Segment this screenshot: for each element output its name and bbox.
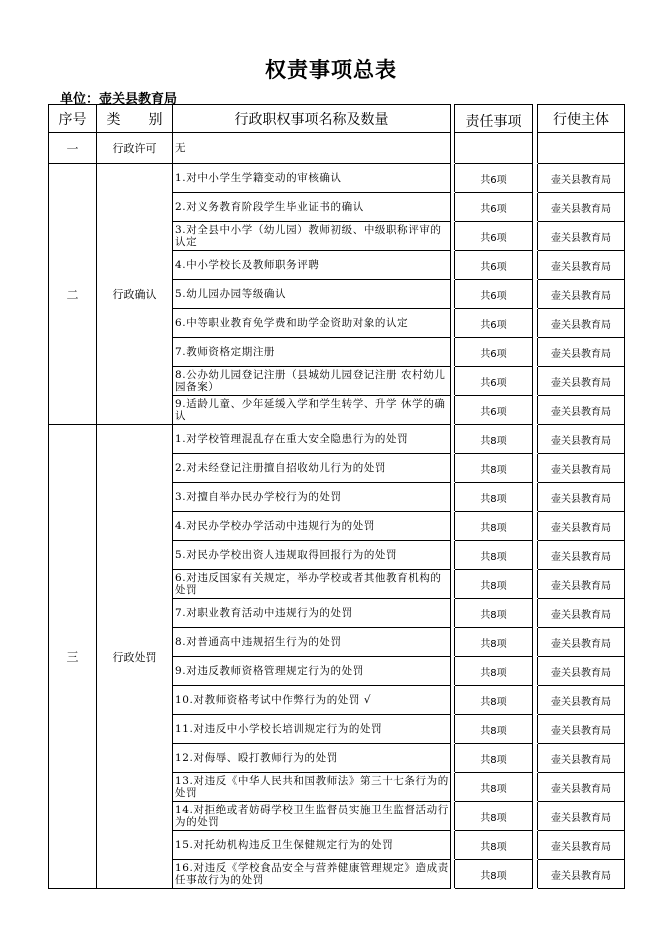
item-body: 壶关县教育局 — [538, 686, 625, 715]
item-count: 共6项 — [455, 164, 533, 193]
item-count: 共8项 — [455, 773, 533, 802]
item-body: 壶关县教育局 — [538, 280, 625, 309]
item-count: 共8项 — [455, 570, 533, 599]
table-row — [49, 164, 625, 193]
item-name: 无 — [173, 133, 451, 164]
item-name: 6.对违反国家有关规定，举办学校或者其他教育机构的处罚 — [173, 570, 451, 599]
item-count: 共8项 — [455, 512, 533, 541]
item-count: 共8项 — [455, 628, 533, 657]
item-count: 共6项 — [455, 222, 533, 251]
item-body: 壶关县教育局 — [538, 802, 625, 831]
item-count: 共8项 — [455, 715, 533, 744]
item-body: 壶关县教育局 — [538, 512, 625, 541]
item-count: 共6项 — [455, 367, 533, 396]
item-name: 1.对中小学生学籍变动的审核确认 — [173, 164, 451, 193]
item-body: 壶关县教育局 — [538, 222, 625, 251]
page-title: 权责事项总表 — [265, 58, 397, 82]
item-body: 壶关县教育局 — [538, 628, 625, 657]
item-body: 壶关县教育局 — [538, 425, 625, 454]
item-body: 壶关县教育局 — [538, 251, 625, 280]
unit-label: 单位：壶关县教育局 — [60, 92, 178, 107]
item-body: 壶关县教育局 — [538, 541, 625, 570]
header-duty: 责任事项 — [455, 105, 533, 133]
item-name: 2.对义务教育阶段学生毕业证书的确认 — [173, 193, 451, 222]
item-body: 壶关县教育局 — [538, 193, 625, 222]
item-name: 6.中等职业教育免学费和助学金资助对象的认定 — [173, 309, 451, 338]
item-count: 共6项 — [455, 251, 533, 280]
item-count: 共8项 — [455, 744, 533, 773]
item-count: 共6项 — [455, 338, 533, 367]
item-count: 共8项 — [455, 860, 533, 889]
item-body: 壶关县教育局 — [538, 570, 625, 599]
item-count: 共6项 — [455, 309, 533, 338]
table-row — [49, 425, 625, 454]
item-name: 7.对职业教育活动中违规行为的处罚 — [173, 599, 451, 628]
item-name: 4.对民办学校办学活动中违规行为的处罚 — [173, 512, 451, 541]
item-name: 1.对学校管理混乱存在重大安全隐患行为的处罚 — [173, 425, 451, 454]
item-name: 3.对擅自举办民办学校行为的处罚 — [173, 483, 451, 512]
item-body: 壶关县教育局 — [538, 396, 625, 425]
duty-table — [48, 104, 625, 889]
item-count: 共6项 — [455, 396, 533, 425]
item-body: 壶关县教育局 — [538, 164, 625, 193]
section-category: 行政确认 — [97, 164, 173, 425]
item-name: 14.对拒绝或者妨碍学校卫生监督员实施卫生监督活动行为的处罚 — [173, 802, 451, 831]
item-body: 壶关县教育局 — [538, 599, 625, 628]
item-body: 壶关县教育局 — [538, 338, 625, 367]
item-body: 壶关县教育局 — [538, 657, 625, 686]
item-name: 11.对违反中小学校长培训规定行为的处罚 — [173, 715, 451, 744]
item-count: 共8项 — [455, 541, 533, 570]
item-body: 壶关县教育局 — [538, 831, 625, 860]
item-name: 13.对违反《中华人民共和国教师法》第三十七条行为的处罚 — [173, 773, 451, 802]
item-body: 壶关县教育局 — [538, 860, 625, 889]
item-body: 壶关县教育局 — [538, 309, 625, 338]
item-count — [455, 133, 533, 164]
item-count: 共8项 — [455, 657, 533, 686]
header-body: 行使主体 — [538, 105, 625, 133]
section-index: 二 — [49, 164, 97, 425]
item-name: 5.对民办学校出资人违规取得回报行为的处罚 — [173, 541, 451, 570]
item-count: 共8项 — [455, 454, 533, 483]
section-category: 行政处罚 — [97, 425, 173, 889]
header-name: 行政职权事项名称及数量 — [173, 105, 451, 133]
item-name: 16.对违反《学校食品安全与营养健康管理规定》造成责任事故行为的处罚 — [173, 860, 451, 889]
item-name: 5.幼儿园办园等级确认 — [173, 280, 451, 309]
item-count: 共6项 — [455, 193, 533, 222]
item-count: 共6项 — [455, 280, 533, 309]
table-row — [49, 133, 625, 164]
item-body: 壶关县教育局 — [538, 483, 625, 512]
item-name: 8.公办幼儿园登记注册（县城幼儿园登记注册 农村幼儿园备案） — [173, 367, 451, 396]
section-index: 三 — [49, 425, 97, 889]
header-index: 序号 — [49, 105, 97, 133]
section-category: 行政许可 — [97, 133, 173, 164]
item-count: 共8项 — [455, 802, 533, 831]
item-name: 4.中小学校长及教师职务评聘 — [173, 251, 451, 280]
item-name: 8.对普通高中违规招生行为的处罚 — [173, 628, 451, 657]
item-body: 壶关县教育局 — [538, 773, 625, 802]
item-count: 共8项 — [455, 686, 533, 715]
item-count: 共8项 — [455, 425, 533, 454]
item-body — [538, 133, 625, 164]
section-index: 一 — [49, 133, 97, 164]
item-body: 壶关县教育局 — [538, 454, 625, 483]
item-name: 12.对侮辱、殴打教师行为的处罚 — [173, 744, 451, 773]
item-name: 9.适龄儿童、少年延缓入学和学生转学、升学 休学的确认 — [173, 396, 451, 425]
header-category: 类 别 — [97, 105, 173, 133]
item-body: 壶关县教育局 — [538, 715, 625, 744]
item-count: 共8项 — [455, 483, 533, 512]
item-count: 共8项 — [455, 831, 533, 860]
item-body: 壶关县教育局 — [538, 744, 625, 773]
item-count: 共8项 — [455, 599, 533, 628]
item-name: 10.对教师资格考试中作弊行为的处罚 √ — [173, 686, 451, 715]
item-name: 7.教师资格定期注册 — [173, 338, 451, 367]
item-name: 3.对全县中小学（幼儿园）教师初级、中级职称评审的认定 — [173, 222, 451, 251]
item-name: 2.对未经登记注册擅自招收幼儿行为的处罚 — [173, 454, 451, 483]
item-body: 壶关县教育局 — [538, 367, 625, 396]
item-name: 9.对违反教师资格管理规定行为的处罚 — [173, 657, 451, 686]
header-row — [49, 105, 625, 133]
item-name: 15.对托幼机构违反卫生保健规定行为的处罚 — [173, 831, 451, 860]
